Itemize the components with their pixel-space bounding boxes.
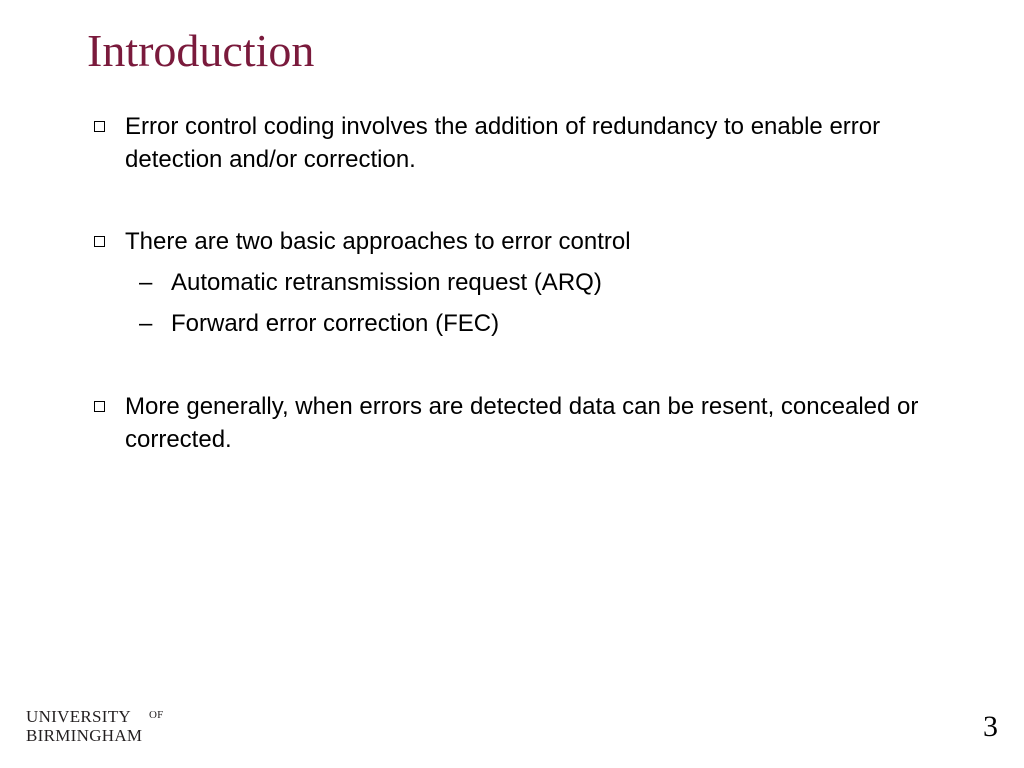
bullet-text: There are two basic approaches to error control xyxy=(125,228,631,255)
slide-title: Introduction xyxy=(87,25,315,76)
sub-bullet-text: Automatic retransmission request (ARQ) xyxy=(171,269,602,296)
dash-marker: – xyxy=(139,310,153,337)
dash-marker: – xyxy=(139,269,153,296)
bullet-text: Error control coding involves the addition of redundancy to enable error detection and/or correction. xyxy=(125,113,881,173)
square-bullet-icon xyxy=(94,236,105,247)
logo-line-university: UNIVERSITY xyxy=(26,707,131,726)
sub-bullet-text: Forward error correction (FEC) xyxy=(171,310,500,337)
square-bullet-icon xyxy=(94,121,105,132)
bullet-text: More generally, when errors are detected data can be resent, concealed or corrected. xyxy=(125,393,919,453)
logo-of: OF xyxy=(149,709,164,721)
page-number: 3 xyxy=(983,710,998,743)
square-bullet-icon xyxy=(94,401,105,412)
logo-line-birmingham: BIRMINGHAM xyxy=(26,726,143,745)
